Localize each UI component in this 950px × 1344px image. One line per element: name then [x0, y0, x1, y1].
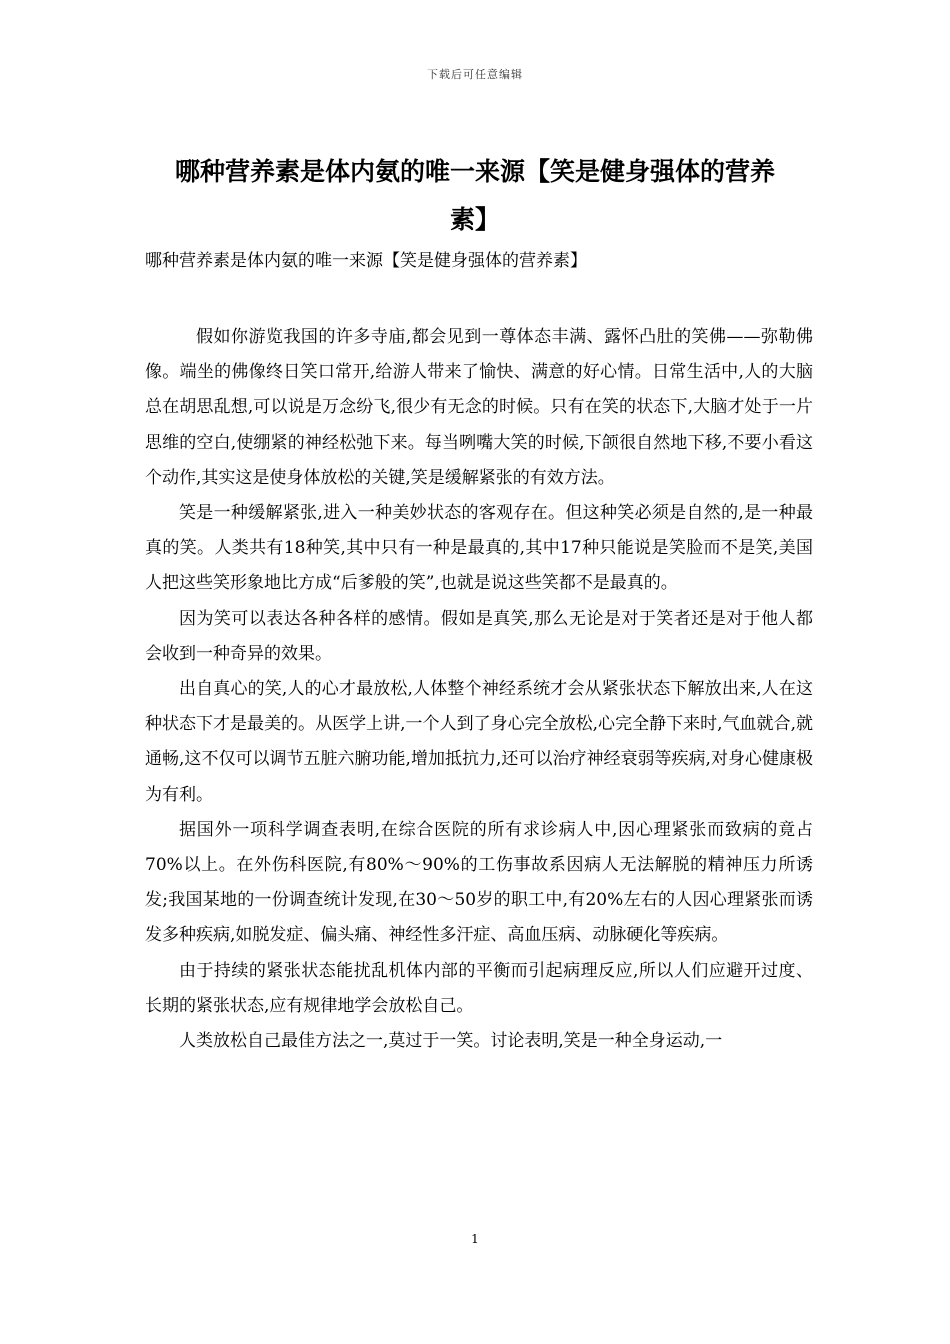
document-title — [150, 148, 800, 244]
document-body — [145, 320, 813, 1059]
header-note: 下载后可任意编辑 — [427, 68, 523, 81]
paragraph: 假如你游览我国的许多寺庙,都会见到一尊体态丰满、露怀凸肚的笑佛——弥勒佛像。端坐的佛像终日笑口常开,给游人带来了愉快、满意的好心情。日常生活中,人的大脑总在胡思乱想,可以说是万念纷飞,很少有无念的时候。只有在笑的状态下,大脑才处于一片思维的空白,使绷紧的神经松弛下来。每当咧嘴大笑的时候,下颌很自然地下移,不要小看这个动作,其实这是使身体放松的关键,笑是缓解紧张的有效方法。 — [145, 327, 813, 488]
paragraph: 笑是一种缓解紧张,进入一种美妙状态的客观存在。但这种笑必须是自然的,是一种最真的笑。人类共有18种笑,其中只有一种是最真的,其中17种只能说是笑脸而不是笑,美国人把这些笑形象地比方成“后爹般的笑”,也就是说这些笑都不是最真的。 — [145, 503, 813, 594]
paragraph: 由于持续的紧张状态能扰乱机体内部的平衡而引起病理反应,所以人们应避开过度、长期的紧张状态,应有规律地学会放松自己。 — [145, 960, 813, 1016]
paragraph: 人类放松自己最佳方法之一,莫过于一笑。讨论表明,笑是一种全身运动,一 — [179, 1031, 723, 1052]
title-line-2: 素】 — [449, 205, 500, 234]
paragraph: 因为笑可以表达各种各样的感情。假如是真笑,那么无论是对于笑者还是对于他人都会收到一种奇异的效果。 — [145, 608, 813, 664]
page-number: 1 — [471, 1232, 479, 1246]
paragraph: 据国外一项科学调查表明,在综合医院的所有求诊病人中,因心理紧张而致病的竟占70%以上。在外伤科医院,有80%～90%的工伤事故系因病人无法解脱的精神压力所诱发;我国某地的一份调查统计发现,在30～50岁的职工中,有20%左右的人因心理紧张而诱发多种疾病,如脱发症、偏头痛、神经性多汗症、高血压病、动脉硬化等疾病。 — [145, 819, 813, 946]
paragraph: 出自真心的笑,人的心才最放松,人体整个神经系统才会从紧张状态下解放出来,人在这种状态下才是最美的。从医学上讲,一个人到了身心完全放松,心完全静下来时,气血就合,就通畅,这不仅可以调节五脏六腑功能,增加抵抗力,还可以治疗神经衰弱等疾病,对身心健康极为有利。 — [145, 679, 813, 805]
title-line-1: 哪种营养素是体内氨的唯一来源【笑是健身强体的营养 — [174, 157, 775, 186]
subtitle: 哪种营养素是体内氨的唯一来源【笑是健身强体的营养素】 — [145, 251, 587, 271]
